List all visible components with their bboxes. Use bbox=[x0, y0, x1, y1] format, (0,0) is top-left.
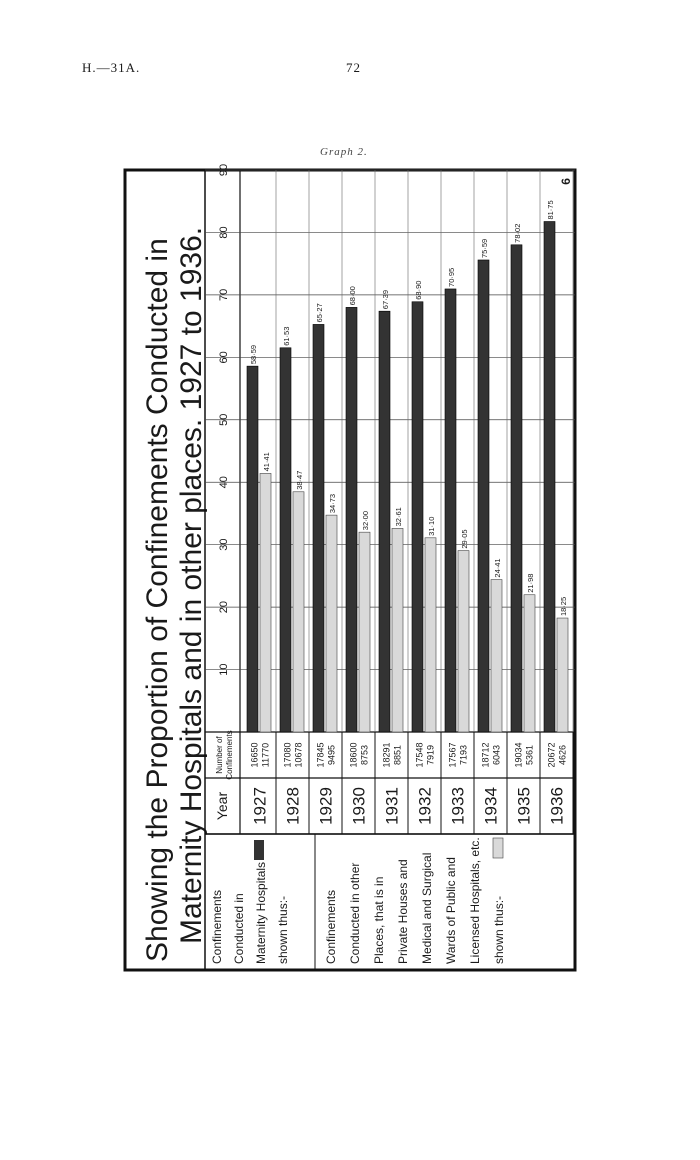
hospital-bar bbox=[478, 260, 489, 732]
chart-title-line1: Showing the Proportion of Confinements Conducted in bbox=[141, 238, 174, 962]
other-bar bbox=[293, 492, 304, 732]
other-count: 8753 bbox=[359, 744, 370, 766]
other-bar-value: 21·98 bbox=[526, 573, 535, 593]
other-count: 10678 bbox=[293, 742, 304, 768]
year-label: 1929 bbox=[316, 787, 336, 825]
other-bar-value: 24·41 bbox=[493, 558, 502, 578]
scale-tick-label-10: 10 bbox=[218, 663, 230, 676]
other-bar-value: 29·05 bbox=[460, 529, 469, 549]
legend-other-text: Medical and Surgical bbox=[420, 852, 434, 964]
hospital-bar-value: 81·75 bbox=[546, 200, 555, 220]
chart-frame bbox=[125, 164, 575, 970]
hospital-bar bbox=[346, 307, 357, 732]
year-label: 1933 bbox=[448, 787, 468, 825]
other-count: 11770 bbox=[260, 742, 271, 768]
legend-hospital-text: Confinements bbox=[210, 889, 224, 964]
legend-hospital-text: shown thus:- bbox=[276, 895, 290, 964]
other-bar-value: 31·10 bbox=[427, 516, 436, 536]
hospital-bar bbox=[313, 324, 324, 732]
legend-other-text: Confinements bbox=[324, 889, 338, 964]
hospital-count: 16650 bbox=[249, 742, 260, 768]
hospital-bar bbox=[280, 348, 291, 732]
legend-other-text: shown thus:- bbox=[492, 895, 506, 964]
other-bar-value: 32·00 bbox=[361, 510, 370, 531]
other-bar-value: 18·25 bbox=[559, 596, 568, 617]
legend-other-text: Conducted in other bbox=[348, 862, 362, 964]
hospital-count: 20672 bbox=[546, 742, 557, 768]
other-bar-value: 38·47 bbox=[295, 470, 304, 490]
legend-other-text: Wards of Public and bbox=[444, 857, 458, 964]
year-label: 1936 bbox=[547, 787, 567, 825]
other-bar bbox=[458, 551, 469, 732]
hospital-bar-value: 75·59 bbox=[480, 238, 489, 258]
chart-title-line2: Maternity Hospitals and in other places. 1927 to 1936. bbox=[175, 226, 208, 944]
count-header-line1: Number of bbox=[215, 736, 224, 774]
scale-tick-label-20: 20 bbox=[218, 600, 230, 614]
other-count: 4626 bbox=[557, 744, 568, 766]
corner-number: 6 bbox=[559, 178, 573, 185]
other-bar-value: 34·73 bbox=[328, 493, 337, 514]
other-bar bbox=[491, 580, 502, 732]
hospital-bar-value: 68·00 bbox=[348, 286, 357, 306]
scale-tick-label-70: 70 bbox=[218, 288, 230, 302]
graph-caption: Graph 2. bbox=[320, 146, 368, 158]
hospital-count: 19034 bbox=[513, 742, 524, 768]
legend-hospital-swatch bbox=[254, 840, 264, 860]
other-count: 9495 bbox=[326, 744, 337, 766]
page-number: 72 bbox=[346, 60, 361, 75]
legend-other-swatch bbox=[493, 838, 503, 858]
other-count: 6043 bbox=[491, 744, 502, 766]
legend-hospital-text: Conducted in bbox=[232, 893, 246, 964]
year-label: 1927 bbox=[250, 787, 270, 825]
other-bar bbox=[524, 595, 535, 732]
year-label: 1935 bbox=[514, 787, 534, 825]
other-bar-value: 41·41 bbox=[262, 452, 271, 472]
hospital-bar bbox=[379, 311, 390, 732]
legend-other-text: Private Houses and bbox=[396, 859, 410, 964]
bars bbox=[247, 200, 568, 732]
hospital-count: 17548 bbox=[414, 742, 425, 768]
scale-tick-label-50: 50 bbox=[218, 413, 230, 426]
hospital-bar-value: 67·39 bbox=[381, 289, 390, 310]
scale-tick-label-60: 60 bbox=[218, 351, 230, 364]
other-count: 5361 bbox=[524, 744, 535, 766]
hospital-bar-value: 61·53 bbox=[282, 326, 291, 346]
other-count: 7919 bbox=[425, 744, 436, 766]
hospital-count: 17080 bbox=[282, 742, 293, 768]
hospital-bar bbox=[445, 289, 456, 732]
year-header: Year bbox=[214, 791, 230, 821]
hospital-bar-value: 78·02 bbox=[513, 223, 522, 243]
other-bar bbox=[425, 538, 436, 732]
legend bbox=[210, 834, 506, 970]
hospital-count: 18600 bbox=[348, 742, 359, 768]
year-label: 1930 bbox=[349, 787, 369, 825]
hospital-bar bbox=[412, 302, 423, 732]
hospital-bar-value: 70·95 bbox=[447, 267, 456, 287]
other-bar-value: 32·61 bbox=[394, 507, 403, 527]
other-bar bbox=[392, 528, 403, 732]
legend-hospital-text: Maternity Hospitals bbox=[254, 861, 268, 964]
legend-other-text: Places, that is in bbox=[372, 876, 386, 964]
other-count: 8851 bbox=[392, 744, 403, 766]
year-label: 1931 bbox=[382, 787, 402, 825]
year-label: 1928 bbox=[283, 787, 303, 825]
document-reference: H.—31A. bbox=[82, 60, 141, 75]
hospital-bar bbox=[511, 245, 522, 732]
other-bar bbox=[326, 515, 337, 732]
hospital-count: 18712 bbox=[480, 742, 491, 768]
other-count: 7193 bbox=[458, 744, 469, 766]
other-bar bbox=[359, 532, 370, 732]
hospital-count: 17567 bbox=[447, 742, 458, 768]
hospital-bar-value: 68·90 bbox=[414, 280, 423, 300]
hospital-bar-value: 58·59 bbox=[249, 344, 258, 365]
count-header-line2: Confinements bbox=[225, 730, 234, 780]
hospital-count: 17845 bbox=[315, 742, 326, 768]
hospital-bar bbox=[247, 366, 258, 732]
scale-tick-label-30: 30 bbox=[218, 538, 230, 551]
hospital-count: 18291 bbox=[381, 742, 392, 768]
data-rows bbox=[205, 730, 575, 834]
scale-tick-label-90: 90 bbox=[218, 163, 230, 177]
scale-tick-label-40: 40 bbox=[218, 476, 230, 489]
hospital-bar bbox=[544, 222, 555, 732]
other-bar bbox=[557, 618, 568, 732]
other-bar bbox=[260, 473, 271, 732]
year-label: 1934 bbox=[481, 787, 501, 825]
scale-tick-label-80: 80 bbox=[218, 226, 230, 239]
legend-other-text: Licensed Hospitals, etc. bbox=[468, 837, 482, 964]
hospital-bar-value: 65·27 bbox=[315, 303, 324, 323]
year-label: 1932 bbox=[415, 787, 435, 825]
